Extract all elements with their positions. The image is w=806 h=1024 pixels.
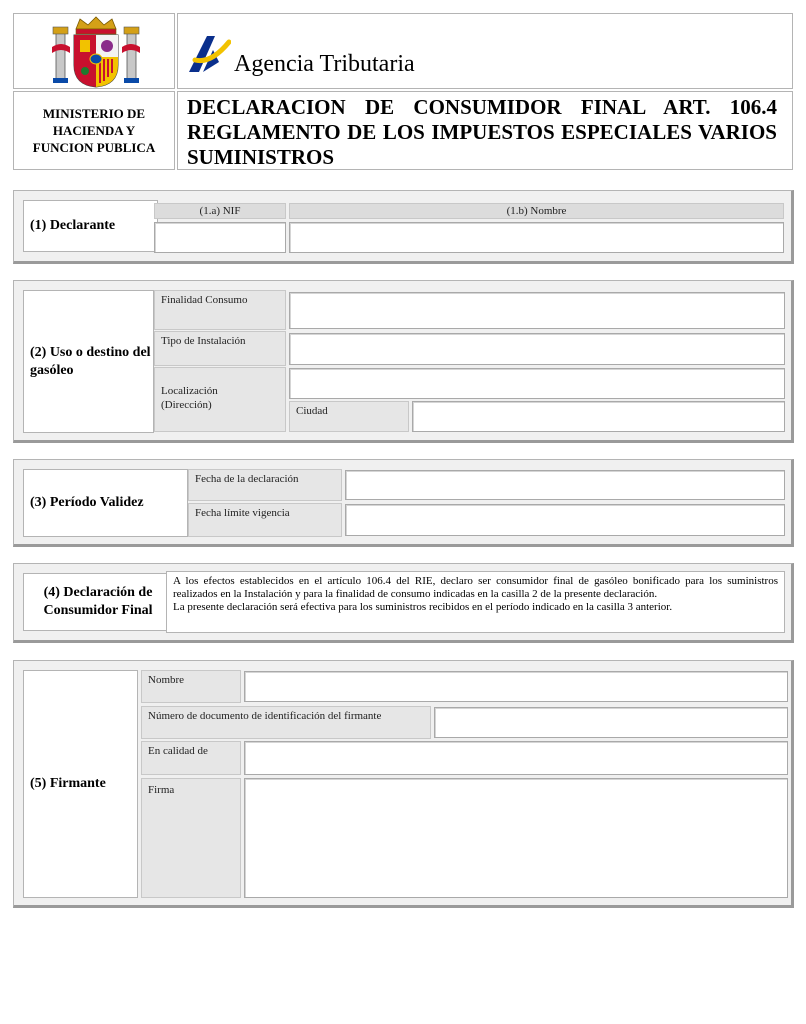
declaration-paragraph-1: A los efectos establecidos en el artículo 106.4 del RIE, declaro ser consumidor final de gasóleo bonificado para los suministros realizados en la Instalación y para la finalidad de consumo indicadas en la casilla 2 de la presente declaración. xyxy=(173,575,778,600)
finalidad-input[interactable] xyxy=(289,292,785,329)
section-firmante xyxy=(13,660,794,908)
documento-label: Número de documento de identificación del firmante xyxy=(141,706,431,739)
en-calidad-label: En calidad de xyxy=(141,741,241,775)
firma-area[interactable] xyxy=(244,778,788,898)
firmante-nombre-input[interactable] xyxy=(244,671,788,702)
nif-input[interactable] xyxy=(154,222,286,253)
direccion-input[interactable] xyxy=(289,368,785,399)
form-title: DECLARACION DE CONSUMIDOR FINAL ART. 106.4 REGLAMENTO DE LOS IMPUESTOS ESPECIALES VARIOS SUMINISTROS xyxy=(187,95,777,169)
tipo-instalacion-label: Tipo de Instalación xyxy=(154,331,286,366)
ciudad-input[interactable] xyxy=(412,401,785,432)
nombre-input[interactable] xyxy=(289,222,784,253)
firma-label: Firma xyxy=(141,778,241,898)
section-periodo-validez xyxy=(13,459,794,547)
documento-input[interactable] xyxy=(434,707,788,738)
section-3-title: (3) Período Validez xyxy=(23,469,188,537)
section-uso-destino xyxy=(13,280,794,443)
declaration-paragraph-2: La presente declaración será efectiva para los suministros recibidos en el período indicado en la casilla 3 anterior. xyxy=(173,601,673,613)
tipo-instalacion-input[interactable] xyxy=(289,333,785,365)
fecha-declaracion-input[interactable] xyxy=(345,470,785,500)
nombre-label: (1.b) Nombre xyxy=(289,203,784,219)
fecha-declaracion-label: Fecha de la declaración xyxy=(188,469,342,501)
agencia-tributaria-logo-icon xyxy=(185,32,231,76)
agency-box xyxy=(177,13,793,89)
ciudad-label: Ciudad xyxy=(289,401,409,432)
section-5-title: (5) Firmante xyxy=(23,670,138,898)
spain-coat-of-arms-icon xyxy=(50,15,142,89)
en-calidad-input[interactable] xyxy=(244,741,788,775)
form-title-box xyxy=(177,91,793,170)
finalidad-label: Finalidad Consumo xyxy=(154,290,286,330)
nif-label: (1.a) NIF xyxy=(154,203,286,219)
section-1-title: (1) Declarante xyxy=(23,200,158,252)
coat-of-arms-box xyxy=(13,13,175,89)
fecha-limite-label: Fecha límite vigencia xyxy=(188,503,342,537)
localizacion-label: Localización (Dirección) xyxy=(154,367,286,432)
section-2-title: (2) Uso o destino del gasóleo xyxy=(23,290,154,433)
ministry-box xyxy=(13,91,175,170)
section-4-title: (4) Declaración de Consumidor Final xyxy=(23,573,173,631)
fecha-limite-input[interactable] xyxy=(345,504,785,536)
declaration-text-box xyxy=(166,571,785,633)
section-declaracion-consumidor xyxy=(13,563,794,643)
firmante-nombre-label: Nombre xyxy=(141,670,241,703)
ministry-name: MINISTERIO DE HACIENDA Y FUNCION PUBLICA xyxy=(32,106,156,155)
section-declarante xyxy=(13,190,794,264)
agency-name: Agencia Tributaria xyxy=(234,51,415,77)
